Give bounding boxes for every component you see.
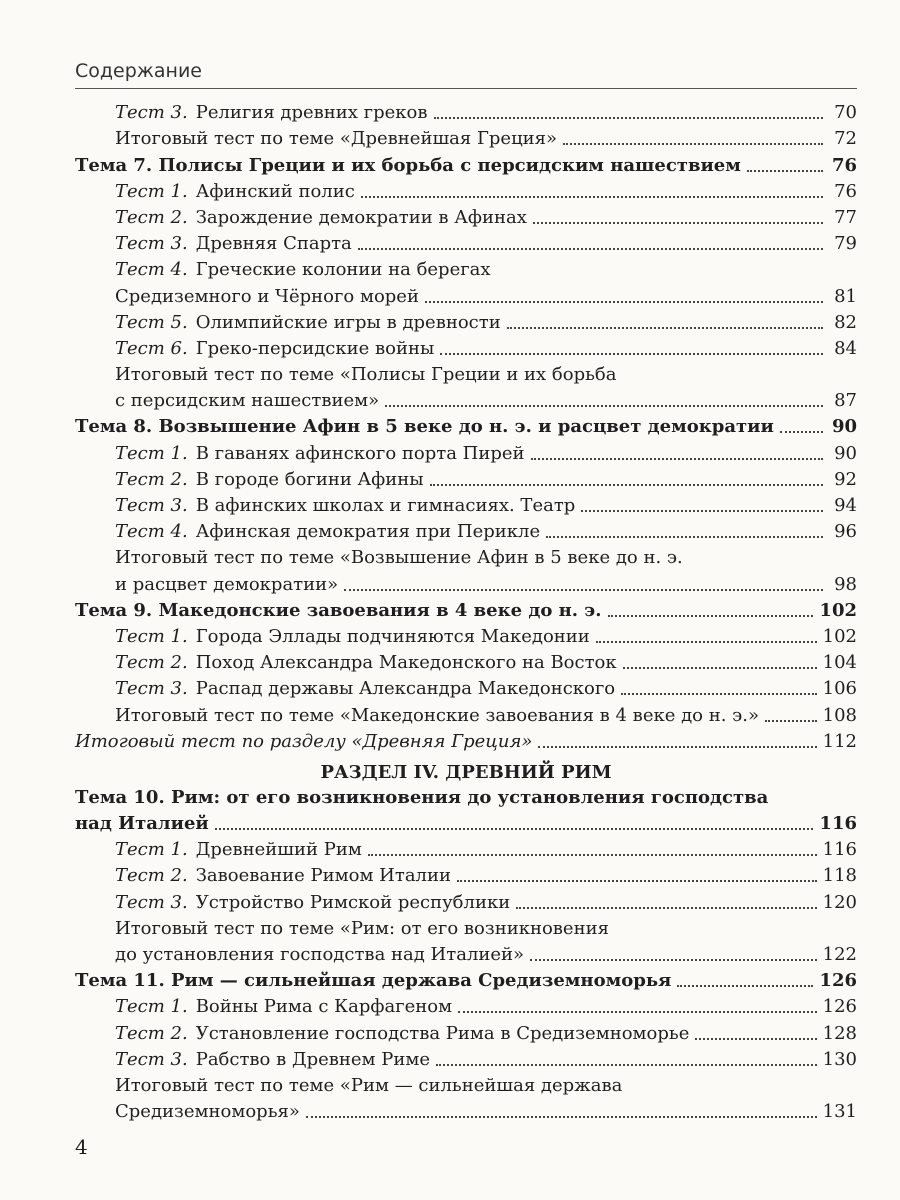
entry-title: с персидским нашествием»: [115, 390, 380, 412]
page-ref: 72: [834, 128, 857, 150]
entry-title: Зарождение демократии в Афинах: [195, 206, 527, 228]
entry-title: Греческие колонии на берегах: [195, 259, 491, 281]
test-label: Тест 3.: [115, 102, 188, 124]
dot-leader: [344, 589, 823, 591]
page-ref: 102: [822, 625, 857, 647]
page-ref: 104: [822, 652, 857, 674]
page-ref: 126: [822, 996, 857, 1018]
dot-leader: [621, 693, 816, 695]
test-label: Тест 2.: [115, 1022, 188, 1044]
table-of-contents: [75, 98, 857, 1123]
dot-leader: [623, 667, 817, 669]
toc-entry: [75, 150, 857, 176]
dot-leader: [596, 641, 817, 643]
page-ref: 90: [831, 416, 857, 438]
entry-title: В городе богини Афины: [195, 468, 424, 490]
dot-leader: [581, 510, 823, 512]
toc-entry-continued: [75, 255, 857, 281]
toc-entry: [75, 674, 857, 700]
test-label: Тест 1.: [115, 996, 188, 1018]
entry-title: до установления господства над Италией»: [115, 944, 525, 965]
toc-entry: [75, 308, 857, 334]
toc-entry: [75, 622, 857, 648]
toc-entry: [75, 124, 857, 150]
toc-entry: [75, 887, 857, 913]
toc-entry-continued: [75, 1071, 857, 1097]
entry-title: В афинских школах и гимнасиях. Театр: [195, 495, 576, 516]
test-label: Тест 2.: [115, 652, 188, 674]
dot-leader: [780, 431, 823, 433]
entry-title: над Италией: [75, 813, 209, 835]
dot-leader: [361, 196, 823, 198]
entry-title: Итоговый тест по теме «Древнейшая Греция»: [115, 128, 558, 150]
test-label: Тест 3.: [115, 495, 188, 516]
toc-entry-continued: [75, 914, 857, 940]
test-label: Тест 1.: [115, 839, 188, 861]
toc-entry: [75, 596, 857, 622]
test-label: Тест 6.: [115, 337, 188, 359]
dot-leader: [385, 405, 823, 407]
toc-entry: [75, 1097, 857, 1123]
entry-title: Итоговый тест по теме «Возвышение Афин в 5 веке до н. э.: [115, 547, 683, 569]
toc-entry: [75, 412, 857, 438]
entry-title: Итоговый тест по теме «Рим: от его возникновения: [115, 917, 609, 939]
running-header: Содержание: [75, 60, 202, 82]
dot-leader: [677, 985, 813, 987]
page-ref: 90: [834, 442, 857, 464]
test-label: Тест 1.: [115, 625, 188, 647]
dot-leader: [747, 170, 823, 172]
toc-entry: [75, 438, 857, 464]
dot-leader: [358, 248, 823, 250]
toc-entry: [75, 386, 857, 412]
test-label: Тест 3.: [115, 891, 188, 913]
dot-leader: [215, 828, 814, 830]
page-ref: 126: [819, 970, 857, 992]
toc-entry-continued: [75, 783, 857, 809]
toc-entry: [75, 966, 857, 992]
header-rule: [75, 88, 857, 89]
page-ref: 122: [822, 944, 857, 965]
test-label: Тест 4.: [115, 521, 188, 543]
toc-entry-continued: [75, 543, 857, 569]
page-ref: 70: [834, 102, 857, 124]
page-ref: 76: [834, 180, 857, 202]
dot-leader: [457, 880, 817, 882]
dot-leader: [538, 746, 816, 748]
entry-title: Олимпийские игры в древности: [195, 311, 501, 333]
toc-entry: [75, 1045, 857, 1071]
entry-title: Древнейший Рим: [195, 839, 362, 861]
entry-title: и расцвет демократии»: [115, 573, 339, 595]
toc-entry: [75, 465, 857, 491]
toc-entry: [75, 835, 857, 861]
test-label: Тест 2.: [115, 206, 188, 228]
page-ref: 130: [822, 1048, 857, 1070]
toc-entry: [75, 517, 857, 543]
toc-entry: [75, 940, 857, 966]
dot-leader: [531, 458, 823, 460]
toc-entry: [75, 98, 857, 124]
page-ref: 102: [819, 599, 857, 621]
entry-title: Тема 9. Македонские завоевания в 4 веке до н. э.: [75, 599, 602, 621]
entry-title: Итоговый тест по теме «Полисы Греции и их борьба: [115, 364, 617, 386]
test-label: Тест 3.: [115, 678, 188, 700]
entry-title: Рабство в Древнем Риме: [195, 1048, 431, 1070]
dot-leader: [430, 484, 823, 486]
page-ref: 92: [834, 468, 857, 490]
test-label: Тест 1.: [115, 442, 188, 464]
entry-title: Афинская демократия при Перикле: [195, 521, 541, 543]
dot-leader: [765, 720, 817, 722]
entry-title: Установление господства Рима в Средиземноморье: [195, 1022, 690, 1044]
dot-leader: [425, 301, 823, 303]
dot-leader: [516, 907, 816, 909]
toc-entry: [75, 491, 857, 517]
dot-leader: [434, 117, 824, 119]
page-ref: 116: [822, 839, 857, 861]
test-label: Тест 4.: [115, 259, 188, 281]
toc-entry-continued: [75, 360, 857, 386]
entry-title: Завоевание Римом Италии: [195, 865, 451, 887]
page-ref: 106: [822, 678, 857, 700]
dot-leader: [368, 854, 817, 856]
page-ref: 96: [834, 521, 857, 543]
entry-title: Тема 11. Рим — сильнейшая держава Средиземноморья: [75, 970, 672, 992]
test-label: Тест 2.: [115, 468, 188, 490]
toc-entry: [75, 648, 857, 674]
toc-entry: [75, 992, 857, 1018]
entry-title: Тема 10. Рим: от его возникновения до установления господства: [75, 786, 769, 808]
dot-leader: [436, 1064, 817, 1066]
toc-entry: [75, 334, 857, 360]
entry-title: Итоговый тест по теме «Македонские завоевания в 4 веке до н. э.»: [115, 704, 759, 726]
dot-leader: [563, 143, 823, 145]
page-ref: 82: [834, 311, 857, 333]
page-ref: 131: [822, 1101, 857, 1123]
page-ref: 87: [834, 390, 857, 412]
dot-leader: [507, 327, 823, 329]
dot-leader: [608, 615, 814, 617]
toc-entry: [75, 229, 857, 255]
entry-title: Поход Александра Македонского на Восток: [195, 652, 617, 674]
test-label: Тест 1.: [115, 180, 188, 202]
toc-entry: [75, 809, 857, 835]
entry-title: Города Эллады подчиняются Македонии: [195, 625, 590, 647]
page-ref: 98: [834, 573, 857, 595]
dot-leader: [306, 1116, 817, 1118]
entry-title: Устройство Римской республики: [195, 891, 511, 913]
dot-leader: [440, 353, 823, 355]
page-ref: 77: [834, 206, 857, 228]
page-ref: 108: [822, 704, 857, 726]
page-ref: 118: [822, 865, 857, 887]
page-ref: 120: [822, 891, 857, 913]
test-label: Тест 2.: [115, 865, 188, 887]
entry-title: Тема 8. Возвышение Афин в 5 веке до н. э. и расцвет демократии: [75, 416, 774, 438]
entry-title: Афинский полис: [195, 180, 355, 202]
entry-title: Религия древних греков: [195, 102, 428, 124]
test-label: Тест 5.: [115, 311, 188, 333]
page-ref: 128: [822, 1022, 857, 1044]
page-ref: 112: [822, 730, 857, 752]
toc-entry: [75, 700, 857, 726]
dot-leader: [546, 536, 823, 538]
page-ref: 79: [834, 233, 857, 255]
page-ref: 116: [819, 813, 857, 835]
entry-title: Греко-персидские войны: [195, 337, 435, 359]
entry-title: Распад державы Александра Македонского: [195, 678, 616, 700]
toc-entry: [75, 569, 857, 595]
test-label: Тест 3.: [115, 233, 188, 255]
test-label: Тест 3.: [115, 1048, 188, 1070]
entry-title: Средиземного и Чёрного морей: [115, 285, 419, 307]
toc-entry: [75, 177, 857, 203]
page-number: 4: [75, 1135, 88, 1159]
entry-title: Войны Рима с Карфагеном: [195, 996, 453, 1018]
page-ref: 94: [834, 495, 857, 516]
toc-entry: [75, 727, 857, 753]
entry-title: Итоговый тест по разделу «Древняя Греция»: [75, 730, 533, 752]
toc-entry: [75, 861, 857, 887]
dot-leader: [530, 959, 817, 961]
page-ref: 81: [834, 285, 857, 307]
entry-title: Тема 7. Полисы Греции и их борьба с персидским нашествием: [75, 154, 741, 176]
dot-leader: [458, 1011, 817, 1013]
entry-title: Средиземноморья»: [115, 1101, 300, 1123]
entry-title: Итоговый тест по теме «Рим — сильнейшая держава: [115, 1074, 623, 1096]
entry-title: В гаванях афинского порта Пирей: [195, 442, 525, 464]
dot-leader: [533, 222, 823, 224]
section-heading: РАЗДЕЛ IV. ДРЕВНИЙ РИМ: [320, 761, 612, 783]
page-ref: 76: [831, 154, 857, 176]
toc-entry: [75, 1018, 857, 1044]
dot-leader: [695, 1038, 816, 1040]
entry-title: Древняя Спарта: [195, 233, 352, 255]
toc-entry: [75, 203, 857, 229]
page-ref: 84: [834, 337, 857, 359]
toc-entry: [75, 281, 857, 307]
